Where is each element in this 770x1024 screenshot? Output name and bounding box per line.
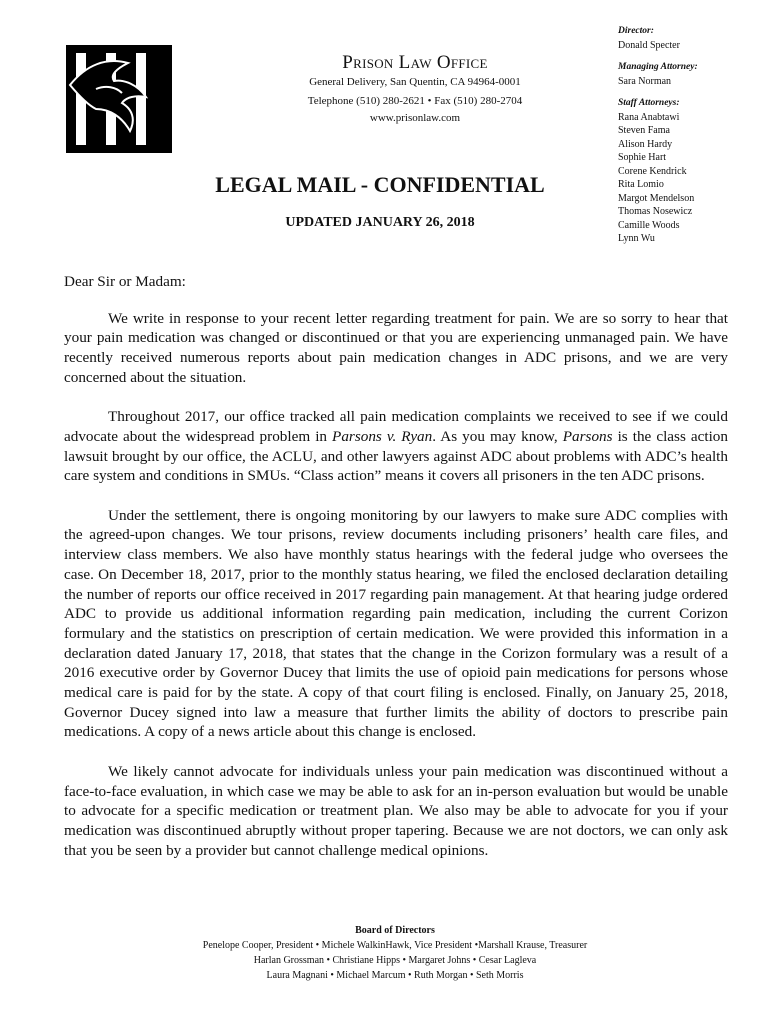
director-name: Donald Specter bbox=[618, 39, 680, 51]
staff-attorney: Corene Kendrick bbox=[618, 165, 687, 177]
staff-list bbox=[618, 25, 698, 246]
staff-attorney: Rita Lomio bbox=[618, 179, 664, 190]
document-title: LEGAL MAIL - CONFIDENTIAL bbox=[215, 172, 545, 197]
managing-attorney-label: Managing Attorney: bbox=[618, 62, 698, 72]
organization-phone: Telephone (510) 280-2621 • Fax (510) 280-2704 bbox=[307, 95, 523, 107]
staff-attorney: Thomas Nosewicz bbox=[618, 206, 693, 217]
paragraph-4: We likely cannot advocate for individuals unless your pain medication was discontinued without a face-to-face evaluation, in which case we may be able to ask for an in-person evaluation but would be unable to advocate for a specific medication or treatment plan. We also may be able to advocate for you if your medication was discontinued abruptly without proper tapering. Because we are not doctors, we can only ask that you be seen by a provider but cannot challenge medical opinions. bbox=[64, 762, 728, 859]
paragraph-1: We write in response to your recent letter regarding treatment for pain. We are so sorry to hear that your pain medication was changed or discontinued or that you are experiencing unmanaged pain. We have recently received numerous reports about pain medication changes in ADC prisons, and we are very concerned about the situation. bbox=[64, 309, 728, 386]
staff-attorneys-label: Staff Attorneys: bbox=[618, 98, 680, 108]
organization-website: www.prisonlaw.com bbox=[369, 112, 461, 124]
salutation: Dear Sir or Madam: bbox=[64, 273, 186, 290]
staff-attorney: Sophie Hart bbox=[618, 152, 667, 163]
board-title: Board of Directors bbox=[355, 925, 435, 936]
staff-attorney: Camille Woods bbox=[618, 219, 680, 231]
prison-law-office-logo bbox=[66, 45, 172, 153]
staff-attorney: Rana Anabtawi bbox=[618, 111, 680, 123]
staff-attorney: Lynn Wu bbox=[618, 233, 655, 244]
paragraph-2 bbox=[64, 407, 728, 486]
director-label: Director: bbox=[618, 26, 654, 36]
board-line: Penelope Cooper, President • Michele WalkinHawk, Vice President •Marshall Krause, Treasurer bbox=[202, 940, 588, 951]
organization-name: Prison Law Office bbox=[342, 52, 488, 73]
staff-attorney: Margot Mendelson bbox=[618, 192, 695, 204]
organization-address: General Delivery, San Quentin, CA 94964-0001 bbox=[309, 76, 521, 88]
board-line: Laura Magnani • Michael Marcum • Ruth Morgan • Seth Morris bbox=[266, 970, 524, 981]
managing-attorney-name: Sara Norman bbox=[618, 75, 672, 87]
board-line: Harlan Grossman • Christiane Hipps • Margaret Johns • Cesar Lagleva bbox=[253, 955, 537, 966]
staff-attorney: Alison Hardy bbox=[618, 138, 673, 150]
letter-body bbox=[64, 272, 728, 880]
case-name-short: Parsons bbox=[562, 427, 613, 445]
paragraph-2-text: Throughout 2017, our office tracked all pain medication complaints we received to see if we could advocate about the widespread problem in bbox=[64, 408, 728, 445]
case-name: Parsons v. Ryan bbox=[332, 427, 433, 445]
updated-date: UPDATED JANUARY 26, 2018 bbox=[285, 215, 475, 230]
staff-attorney: Steven Fama bbox=[618, 125, 670, 136]
paragraph-3: Under the settlement, there is ongoing monitoring by our lawyers to make sure ADC complies with the agreed-upon changes. We tour prisons, review documents including prisoners’ health care files, and interview class members. We also have monthly status hearings with the federal judge who oversees the case. On December 18, 2017, prior to the monthly status hearing, we filed the enclosed declaration detailing the number of reports our office received in 2017 regarding pain management. At that hearing judge ordered ADC to provide us additional information regarding pain medication, including the current Corizon formulary and the statistics on prescription of certain medication. We were provided this information in a declaration dated January 17, 2018, that states that the change in the Corizon formulary was a result of a 2016 executive order by Governor Ducey that limits the use of opioid pain medications for persons whose medical care is paid for by the state. A copy of that court filing is enclosed. Finally, on January 25, 2018, Governor Ducey signed into law a measure that further limits the ability of doctors to prescribe pain medications. A copy of a news article about this change is enclosed. bbox=[64, 506, 728, 741]
board-of-directors-footer bbox=[100, 923, 690, 983]
paragraph-2-text: is the class action lawsuit brought by our office, the ACLU, and other lawyers against ADC about problems with ADC’s health care system and conditions in SMUs. “Class action” means it covers all prisoners in the ten ADC prisons. bbox=[64, 427, 728, 485]
paragraph-2-text: . As you may know, bbox=[432, 427, 563, 445]
